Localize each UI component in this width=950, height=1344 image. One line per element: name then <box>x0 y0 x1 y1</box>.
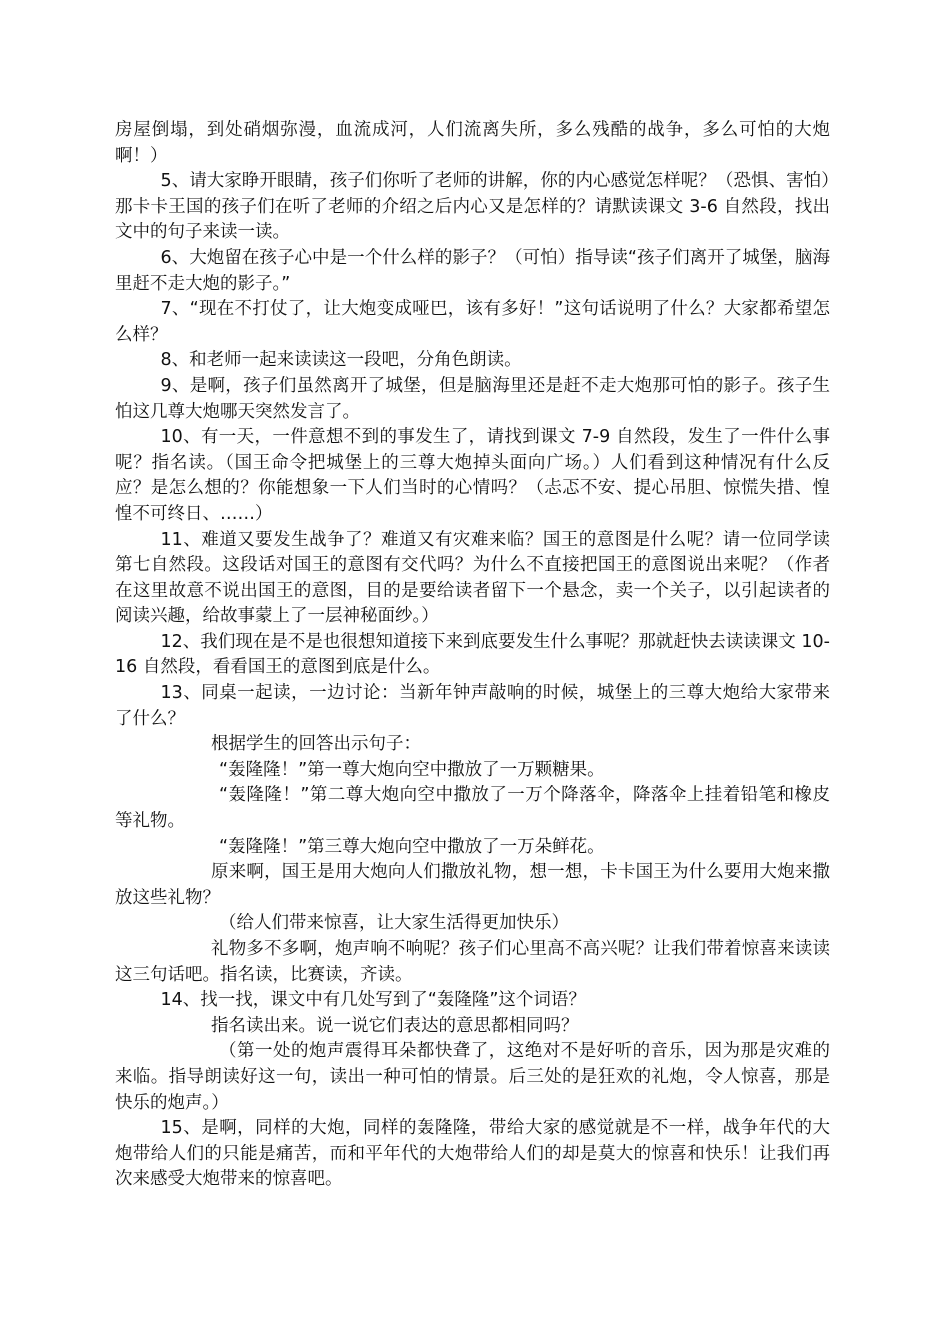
quote-second-cannon: “轰隆隆！”第二尊大炮向空中撒放了一万个降落伞，降落伞上挂着铅笔和橡皮等礼物。 <box>115 785 830 832</box>
paragraph-step-9: 9、是啊，孩子们虽然离开了城堡，但是脑海里还是赶不走大炮那可怕的影子。孩子生怕这几尊大炮哪天突然发言了。 <box>115 375 830 422</box>
paragraph-step-15: 15、是啊，同样的大炮，同样的轰隆隆，带给大家的感觉就是不一样，战争年代的大炮带给人们的只能是痛苦，而和平年代的大炮带给人们的却是莫大的惊喜和快乐！让我们再次来感受大炮带来的惊喜吧。 <box>115 1118 830 1190</box>
paragraph-read-aloud: 礼物多不多啊，炮声响不响呢？孩子们心里高不高兴呢？让我们带着惊喜来读读这三句话吧。指名读，比赛读，齐读。 <box>115 939 830 985</box>
paragraph-explanation: （第一处的炮声震得耳朵都快聋了，这绝对不是好听的音乐，因为那是灾难的来临。指导朗读好这一句，读出一种可怕的情景。后三处的是狂欢的礼炮，令人惊喜，那是快乐的炮声。） <box>115 1041 830 1113</box>
paragraph-name-read: 指名读出来。说一说它们表达的意思都相同吗？ <box>211 1015 579 1036</box>
paragraph-show-sentences: 根据学生的回答出示句子： <box>211 734 421 755</box>
paragraph-intro-end: 房屋倒塌，到处硝烟弥漫，血流成河，人们流离失所，多么残酷的战争，多么可怕的大炮啊！） <box>115 120 830 166</box>
paragraph-step-8: 8、和老师一起来读读这一段吧，分角色朗读。 <box>160 350 522 371</box>
document-page <box>115 118 830 1193</box>
paragraph-step-6: 6、大炮留在孩子心中是一个什么样的影子？（可怕）指导读“孩子们离开了城堡，脑海里赶不走大炮的影子。” <box>115 247 830 294</box>
quote-first-cannon: “轰隆隆！”第一尊大炮向空中撒放了一万颗糖果。 <box>219 759 605 780</box>
paragraph-step-11: 11、难道又要发生战争了？难道又有灾难来临？国王的意图是什么呢？请一位同学读第七自然段。这段话对国王的意图有交代吗？为什么不直接把国王的意图说出来呢？（作者在这里故意不说出国王的意图，目的是要给读者留下一个悬念，卖一个关子，以引起读者的阅读兴趣，给故事蒙上了一层神秘面纱。） <box>115 529 830 627</box>
paragraph-step-7: 7、“现在不打仗了，让大炮变成哑巴，该有多好！”这句话说明了什么？大家都希望怎么样？ <box>115 299 830 345</box>
paragraph-step-13: 13、同桌一起读，一边讨论：当新年钟声敲响的时候，城堡上的三尊大炮给大家带来了什么？ <box>115 683 830 729</box>
paragraph-step-10: 10、有一天，一件意想不到的事发生了，请找到课文 7-9 自然段，发生了一件什么事呢？指名读。（国王命令把城堡上的三尊大炮掉头面向广场。）人们看到这种情况有什么反应？是怎么想的？你能想象一下人们当时的心情吗？（忐忑不安、提心吊胆、惊慌失措、惶惶不可终日、……） <box>115 427 830 524</box>
quote-third-cannon: “轰隆隆！”第三尊大炮向空中撒放了一万朵鲜花。 <box>219 836 605 857</box>
paragraph-answer-joy: （给人们带来惊喜，让大家生活得更加快乐） <box>219 913 569 934</box>
paragraph-step-5: 5、请大家睁开眼睛，孩子们你听了老师的讲解，你的内心感觉怎样呢？（恐惧、害怕）那卡卡王国的孩子们在听了老师的介绍之后内心又是怎样的？请默读课文 3-6 自然段，找出文中的句子来读一读。 <box>115 171 830 243</box>
paragraph-step-14: 14、找一找，课文中有几处写到了“轰隆隆”这个词语？ <box>160 990 586 1011</box>
paragraph-king-reason: 原来啊，国王是用大炮向人们撒放礼物，想一想，卡卡国王为什么要用大炮来撒放这些礼物？ <box>115 862 830 908</box>
paragraph-step-12: 12、我们现在是不是也很想知道接下来到底要发生什么事呢？那就赶快去读读课文 10-16 自然段，看看国王的意图到底是什么。 <box>115 631 830 678</box>
